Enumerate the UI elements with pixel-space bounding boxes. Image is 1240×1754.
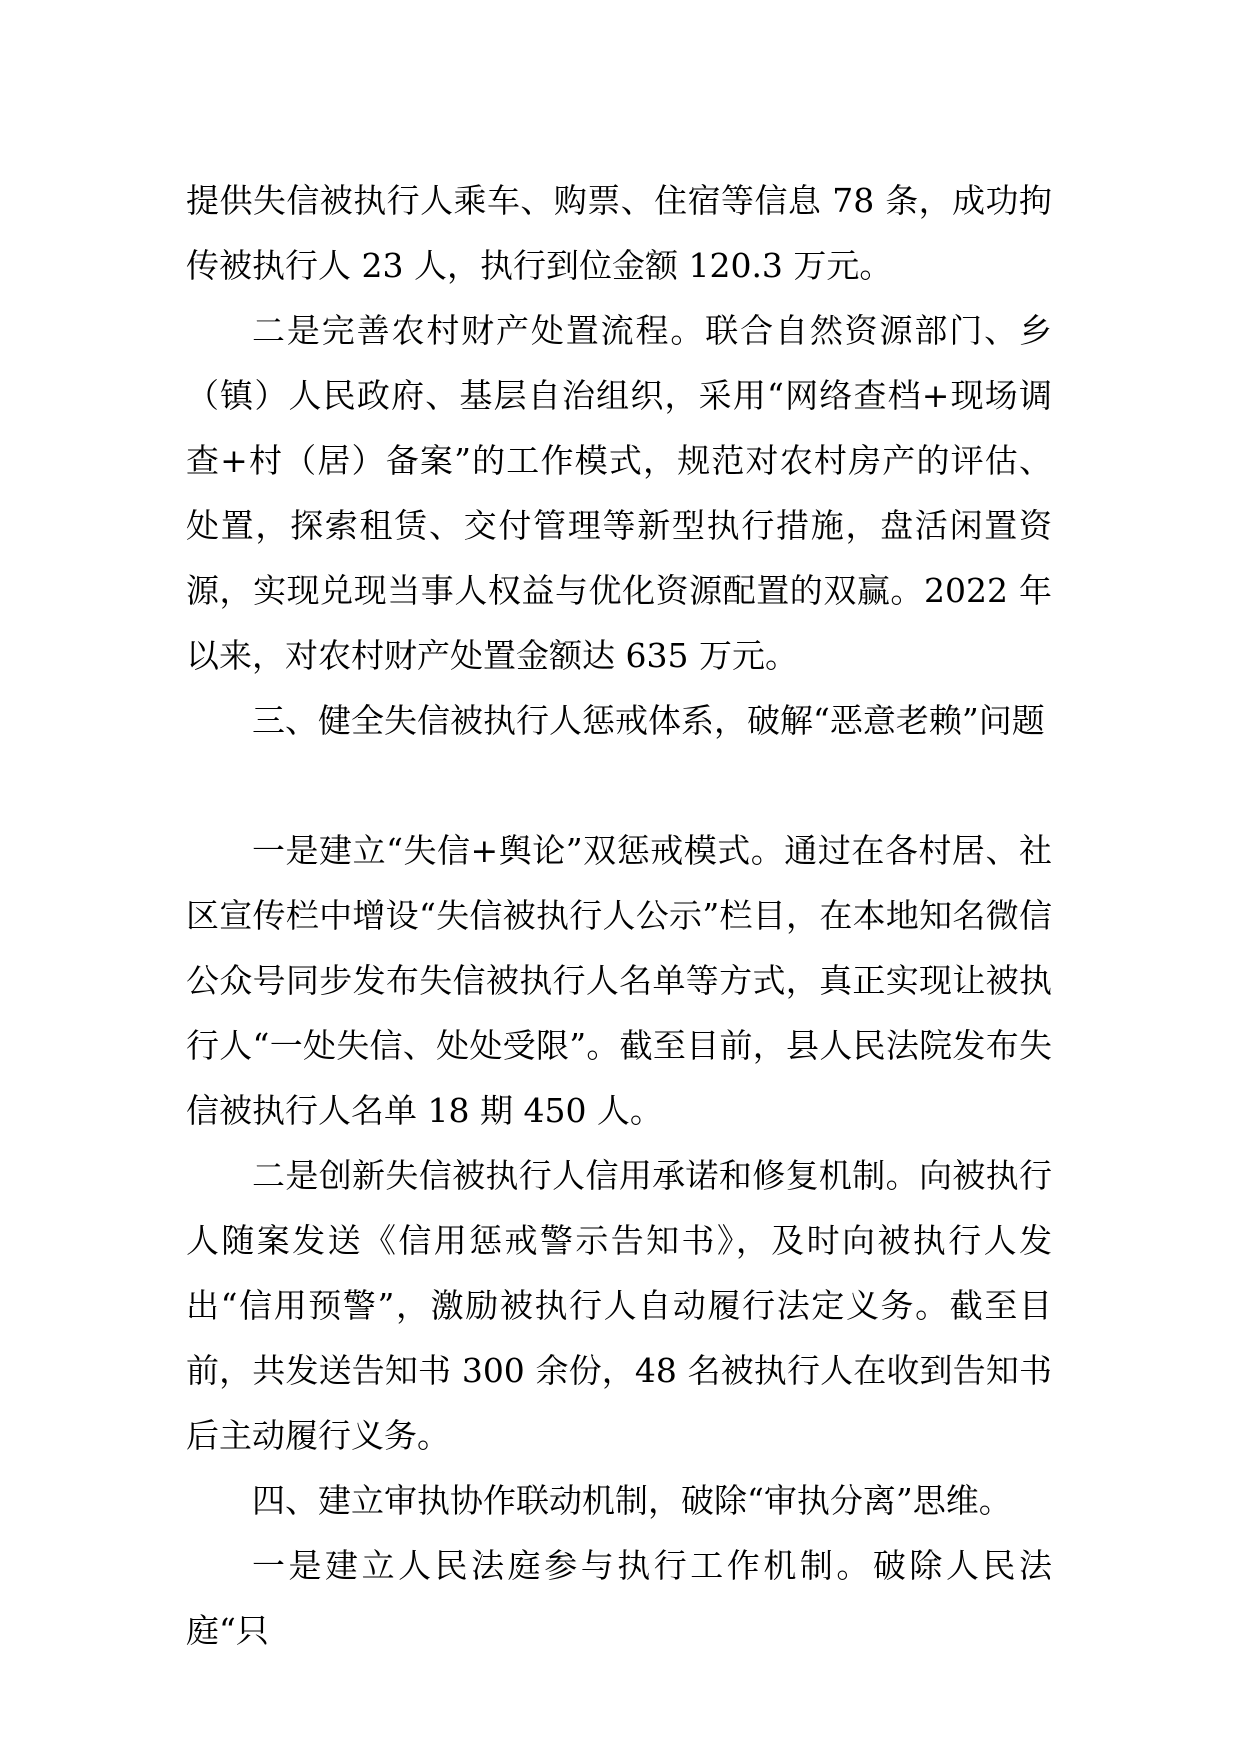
paragraph-2: 二是完善农村财产处置流程。联合自然资源部门、乡（镇）人民政府、基层自治组织，采用“网络查档+现场调查+村（居）备案”的工作模式，规范对农村房产的评估、处置，探索租赁、交付管理等新型执行措施，盘活闲置资源，实现兑现当事人权益与优化资源配置的双赢。2022 年以来，对农村财产处置金额达 635 万元。 (186, 311, 1052, 675)
paragraph-5: 一是建立人民法庭参与执行工作机制。破除人民法庭“只 (186, 1546, 1052, 1650)
section-heading-4: 四、建立审执协作联动机制，破除“审执分离”思维。 (252, 1481, 1012, 1520)
paragraph-3: 一是建立“失信+舆论”双惩戒模式。通过在各村居、社区宣传栏中增设“失信被执行人公示”栏目，在本地知名微信公众号同步发布失信被执行人名单等方式，真正实现让被执行人“一处失信、处处受限”。截至目前，县人民法院发布失信被执行人名单 18 期 450 人。 (186, 831, 1052, 1130)
blank-line (186, 753, 1052, 818)
paragraph-1: 提供失信被执行人乘车、购票、住宿等信息 78 条，成功拘传被执行人 23 人，执行到位金额 120.3 万元。 (186, 181, 1052, 285)
paragraph-4: 二是创新失信被执行人信用承诺和修复机制。向被执行人随案发送《信用惩戒警示告知书》，及时向被执行人发出“信用预警”，激励被执行人自动履行法定义务。截至目前，共发送告知书 300 余份，48 名被执行人在收到告知书后主动履行义务。 (186, 1156, 1052, 1455)
document-body (186, 168, 1052, 1663)
section-heading-3: 三、健全失信被执行人惩戒体系，破解“恶意老赖”问题 (252, 701, 1045, 740)
